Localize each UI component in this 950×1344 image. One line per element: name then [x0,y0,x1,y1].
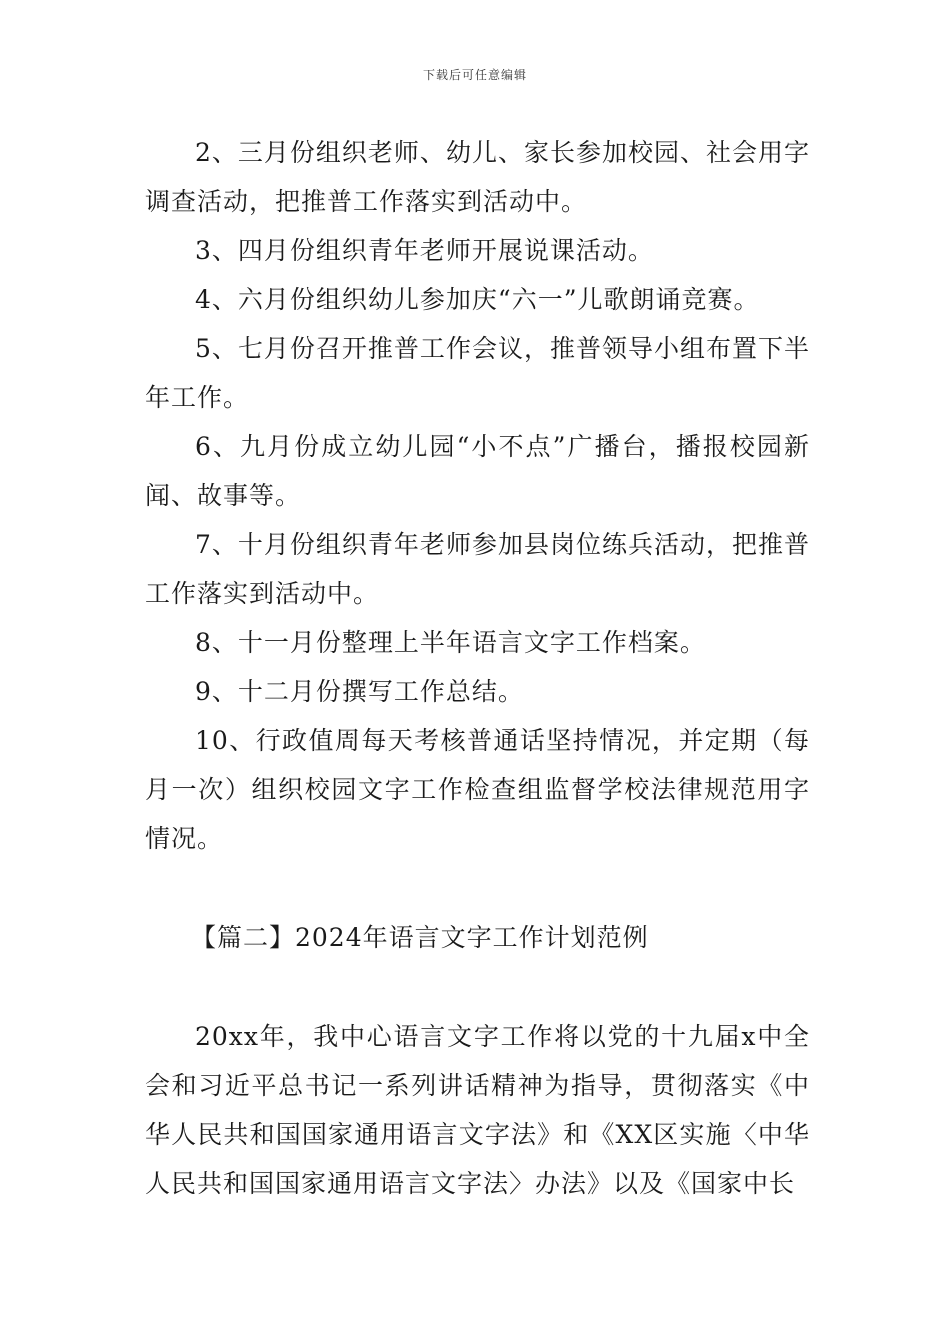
list-item-2: 2、三月份组织老师、幼儿、家长参加校园、社会用字调查活动，把推普工作落实到活动中。 [145,138,810,216]
page-header-note: 下载后可任意编辑 [422,68,527,82]
list-item-9: 9、十二月份撰写工作总结。 [195,677,524,706]
list-item-6: 6、九月份成立幼儿园“小不点”广播台，播报校园新闻、故事等。 [145,432,810,510]
list-item-5: 5、七月份召开推普工作会议，推普领导小组布置下半年工作。 [145,334,810,412]
list-item-4: 4、六月份组织幼儿参加庆“六一”儿歌朗诵竞赛。 [195,285,760,314]
list-item-7: 7、十月份组织青年老师参加县岗位练兵活动，把推普工作落实到活动中。 [145,530,810,608]
list-item-10: 10、行政值周每天考核普通话坚持情况，并定期（每月一次）组织校园文字工作检查组监督学校法律规范用字情况。 [145,726,810,853]
section-title: 【篇二】2024年语言文字工作计划范例 [191,923,649,952]
list-item-8: 8、十一月份整理上半年语言文字工作档案。 [195,628,706,657]
section-intro-paragraph: 20xx年，我中心语言文字工作将以党的十九届x中全会和习近平总书记一系列讲话精神为指导，贯彻落实《中华人民共和国国家通用语言文字法》和《XX区实施〈中华人民共和国国家通用语言文字法〉办法》以及《国家中长 [145,1022,810,1198]
list-item-3: 3、四月份组织青年老师开展说课活动。 [195,236,654,265]
document-body [145,128,810,1208]
